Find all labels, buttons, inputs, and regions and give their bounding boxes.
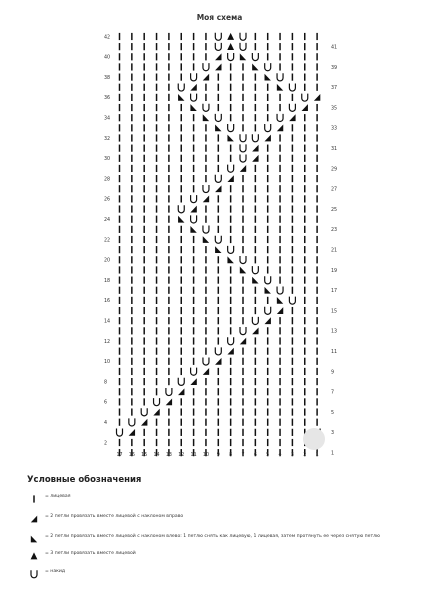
k2tog-right-symbol-r28-c8 (227, 175, 233, 182)
row-label-right: 5 (331, 410, 335, 416)
yarn-over-symbol-r3-c17 (117, 429, 123, 437)
ssk-left-symbol (31, 536, 37, 543)
row-label-left: 6 (104, 400, 108, 406)
row-label-left: 18 (104, 278, 111, 284)
yarn-over-symbol-r38-c4 (277, 73, 283, 81)
ssk-left-symbol-r23-c11 (190, 226, 196, 233)
yarn-over-symbol-r42-c9 (215, 33, 221, 41)
column-label: 9 (216, 453, 220, 458)
k2tog-right-symbol-r4-c15 (141, 419, 147, 426)
k2tog-right-symbol-r31-c6 (252, 145, 258, 152)
yarn-over-symbol-r27-c10 (203, 185, 209, 193)
yarn-over-symbol-r35-c3 (289, 104, 295, 112)
ssk-left-symbol-r37-c4 (277, 84, 283, 91)
row-label-left: 10 (104, 360, 111, 366)
row-label-left: 20 (104, 258, 111, 264)
column-label: 16 (128, 453, 135, 458)
row-label-right: 1 (331, 451, 335, 457)
ssk-left-symbol-r18-c6 (252, 277, 258, 284)
yarn-over-symbol-r41-c9 (215, 43, 221, 51)
yarn-over-symbol-r28-c9 (215, 175, 221, 183)
column-label: 5 (266, 453, 270, 458)
legend-text: = 2 петли провязать вместе лицевой с наклоном вправо (45, 514, 184, 519)
row-label-left: 30 (104, 157, 111, 163)
yarn-over-symbol-r19-c6 (252, 266, 258, 274)
row-label-right: 15 (331, 309, 338, 315)
yarn-over-symbol-r9-c11 (191, 368, 197, 376)
k2tog-right-symbol-r3-c16 (129, 429, 135, 436)
row-label-left: 28 (104, 177, 111, 183)
column-label: 13 (165, 453, 172, 458)
row-label-right: 3 (331, 431, 335, 437)
k2tog-right-symbol-r26-c10 (203, 196, 209, 203)
column-label: 11 (190, 453, 197, 458)
k2tog-right-symbol-r37-c11 (190, 84, 196, 91)
yarn-over-symbol-r22-c9 (215, 236, 221, 244)
legend-item (0, 549, 439, 567)
yarn-over-symbol-r36-c2 (302, 94, 308, 102)
k2tog-right-symbol-r15-c4 (277, 307, 283, 314)
k3tog-symbol-r41-c8 (227, 43, 234, 50)
k3tog-symbol-legend-icon (27, 549, 41, 563)
k2tog-right-symbol-r38-c10 (203, 74, 209, 81)
row-label-left: 2 (104, 441, 108, 447)
ssk-left-symbol-r36-c12 (178, 94, 184, 101)
k2tog-right-symbol-r35-c2 (302, 104, 308, 111)
row-label-right: 9 (331, 370, 335, 376)
k2tog-right-symbol-r34-c3 (289, 114, 295, 121)
row-label-right: 41 (331, 45, 338, 51)
yarn-over-symbol-r12-c8 (228, 337, 234, 345)
yarn-over-symbol-r40-c8 (228, 53, 234, 61)
yarn-over-symbol-r25-c12 (178, 205, 184, 213)
k2tog-right-symbol (31, 516, 37, 523)
yarn-over-symbol-r6-c14 (154, 398, 160, 406)
yarn-over-symbol-legend-icon (27, 567, 41, 581)
legend-title: Условные обозначения (27, 475, 142, 485)
k2tog-right-symbol-r13-c6 (252, 327, 258, 334)
ssk-left-symbol-r33-c9 (215, 124, 221, 131)
k3tog-symbol (31, 552, 38, 559)
row-label-right: 37 (331, 86, 338, 92)
k2tog-right-symbol-r14-c5 (265, 317, 271, 324)
k2tog-right-symbol-r29-c7 (240, 165, 246, 172)
yarn-over-symbol-r33-c8 (228, 124, 234, 132)
row-label-left: 42 (104, 35, 111, 41)
row-label-right: 23 (331, 228, 338, 234)
yarn-over-symbol (31, 570, 37, 578)
knit-stitch-legend-icon (27, 492, 41, 506)
legend-text: = накид (45, 569, 66, 574)
row-label-left: 36 (104, 96, 111, 102)
ssk-left-symbol-r20-c8 (227, 256, 233, 263)
yarn-over-symbol-r35-c10 (203, 104, 209, 112)
yarn-over-symbol-r34-c4 (277, 114, 283, 122)
row-label-left: 26 (104, 197, 111, 203)
row-label-right: 25 (331, 207, 338, 213)
column-label: 14 (153, 453, 160, 458)
column-label: 7 (241, 453, 245, 458)
legend-item (0, 532, 439, 550)
ssk-left-symbol-r19-c7 (240, 267, 246, 274)
k2tog-right-symbol-legend-icon (27, 512, 41, 526)
yarn-over-symbol-r11-c9 (215, 347, 221, 355)
yarn-over-symbol-r39-c10 (203, 63, 209, 71)
chart-title: Моя схема (196, 13, 243, 22)
yarn-over-symbol-r37-c12 (178, 83, 184, 91)
column-label: 2 (303, 453, 307, 458)
row-label-right: 19 (331, 268, 338, 274)
k2tog-right-symbol-r7-c12 (178, 388, 184, 395)
row-label-left: 14 (104, 319, 111, 325)
row-label-right: 17 (331, 289, 338, 295)
yarn-over-symbol-r4-c16 (129, 418, 135, 426)
row-label-right: 35 (331, 106, 338, 112)
yarn-over-symbol-r21-c8 (228, 246, 234, 254)
yarn-over-symbol-r20-c7 (240, 256, 246, 264)
k3tog-symbol-r42-c8 (227, 33, 234, 40)
k2tog-right-symbol-r30-c6 (252, 155, 258, 162)
legend-item (0, 492, 439, 510)
legend-item (0, 567, 439, 585)
k2tog-right-symbol-r9-c10 (203, 368, 209, 375)
k2tog-right-symbol-r32-c5 (265, 135, 271, 142)
yarn-over-symbol-r33-c5 (265, 124, 271, 132)
yarn-over-symbol-r38-c11 (191, 73, 197, 81)
column-label: 15 (141, 453, 148, 458)
row-label-right: 7 (331, 390, 335, 396)
yarn-over-symbol-r8-c12 (178, 378, 184, 386)
ssk-left-symbol-r35-c11 (190, 104, 196, 111)
k2tog-right-symbol-r10-c9 (215, 358, 221, 365)
yarn-over-symbol-r10-c10 (203, 358, 209, 366)
yarn-over-symbol-r17-c4 (277, 286, 283, 294)
yarn-over-symbol-r29-c8 (228, 165, 234, 173)
yarn-over-symbol-r32-c7 (240, 134, 246, 142)
ssk-left-symbol-r22-c10 (203, 236, 209, 243)
column-label: 3 (290, 453, 294, 458)
k2tog-right-symbol-r8-c11 (190, 378, 196, 385)
column-label: 4 (278, 453, 282, 458)
ssk-left-symbol-r32-c8 (227, 135, 233, 142)
k2tog-right-symbol-r12-c7 (240, 338, 246, 345)
yarn-over-symbol-r41-c7 (240, 43, 246, 51)
row-label-right: 39 (331, 65, 338, 71)
column-label: 10 (202, 453, 210, 458)
yarn-over-symbol-r37-c3 (289, 83, 295, 91)
row-label-right: 13 (331, 329, 338, 335)
k2tog-right-symbol-r25-c11 (190, 206, 196, 213)
ssk-left-symbol-r16-c4 (277, 297, 283, 304)
row-label-right: 29 (331, 167, 338, 173)
k2tog-right-symbol-r27-c9 (215, 185, 221, 192)
ssk-left-symbol-r40-c7 (240, 53, 246, 60)
legend-text: = лицевая (45, 494, 71, 499)
row-label-right: 27 (331, 187, 338, 193)
column-label: 8 (229, 453, 233, 458)
yarn-over-symbol-r26-c11 (191, 195, 197, 203)
ssk-left-symbol-r24-c12 (178, 216, 184, 223)
column-label: 12 (178, 453, 185, 458)
row-label-left: 32 (104, 136, 111, 142)
ssk-left-symbol-r38-c5 (265, 74, 271, 81)
yarn-over-symbol-r42-c7 (240, 33, 246, 41)
yarn-over-symbol-r30-c7 (240, 155, 246, 163)
k2tog-right-symbol-r6-c13 (166, 399, 172, 406)
k2tog-right-symbol-r39-c9 (215, 64, 221, 71)
row-label-left: 40 (104, 55, 111, 61)
yarn-over-symbol-r40-c6 (252, 53, 258, 61)
k2tog-right-symbol-r36-c1 (314, 94, 320, 101)
legend-text: = 2 петли провязать вместе лицевой с наклоном влево: 1 петлю снять как лицевую, 1 лицевая, затем протянуть ее через снятую петлю (45, 534, 380, 539)
yarn-over-symbol-r24-c11 (191, 215, 197, 223)
row-label-left: 22 (104, 238, 111, 244)
yarn-over-symbol-r31-c7 (240, 144, 246, 152)
ssk-left-symbol-r34-c10 (203, 114, 209, 121)
yarn-over-symbol-r16-c3 (289, 297, 295, 305)
k2tog-right-symbol-r11-c8 (227, 348, 233, 355)
k2tog-right-symbol-r33-c4 (277, 124, 283, 131)
yarn-over-symbol-r34-c9 (215, 114, 221, 122)
watermark-circle (303, 428, 325, 450)
yarn-over-symbol-r15-c5 (265, 307, 271, 315)
legend-item (0, 512, 439, 530)
row-label-right: 11 (331, 349, 338, 355)
row-label-left: 12 (104, 339, 111, 345)
ssk-left-symbol-r39-c6 (252, 64, 258, 71)
column-label: 1 (315, 453, 319, 458)
yarn-over-symbol-r14-c6 (252, 317, 258, 325)
ssk-left-symbol-r21-c9 (215, 246, 221, 253)
column-label: 6 (253, 453, 257, 458)
ssk-left-symbol-legend-icon (27, 532, 41, 546)
yarn-over-symbol-r39-c5 (265, 63, 271, 71)
legend-text: = 3 петли провязать вместе лицевой (45, 551, 136, 556)
k2tog-right-symbol-r5-c14 (153, 409, 159, 416)
yarn-over-symbol-r13-c7 (240, 327, 246, 335)
row-label-right: 31 (331, 146, 338, 152)
row-label-left: 16 (104, 299, 111, 305)
row-label-left: 38 (104, 75, 111, 81)
yarn-over-symbol-r32-c6 (252, 134, 258, 142)
yarn-over-symbol-r5-c15 (141, 408, 147, 416)
ssk-left-symbol-r17-c5 (265, 287, 271, 294)
row-label-left: 4 (104, 421, 108, 426)
row-label-right: 21 (331, 248, 338, 254)
row-label-right: 33 (331, 126, 338, 132)
row-label-left: 8 (104, 380, 108, 386)
row-label-left: 24 (104, 218, 111, 223)
column-label: 17 (116, 453, 123, 458)
yarn-over-symbol-r36-c11 (191, 94, 197, 102)
row-label-left: 34 (104, 116, 111, 122)
yarn-over-symbol-r23-c10 (203, 226, 209, 234)
yarn-over-symbol-r18-c5 (265, 276, 271, 284)
k2tog-right-symbol-r40-c9 (215, 53, 221, 60)
yarn-over-symbol-r7-c13 (166, 388, 172, 396)
